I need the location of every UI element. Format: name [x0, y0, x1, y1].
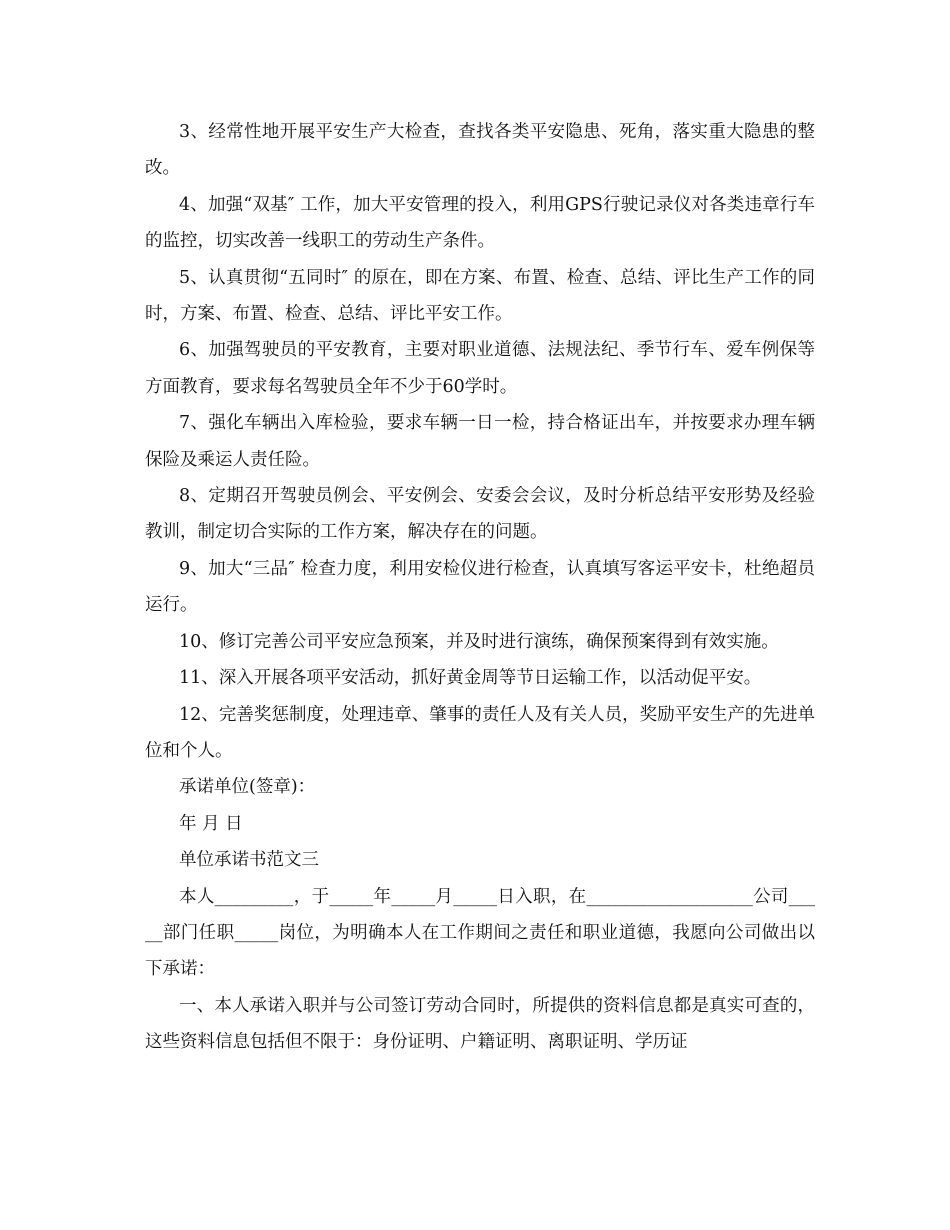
paragraph-item-6: 6、加强驾驶员的平安教育，主要对职业道德、法规法纪、季节行车、爱车例保等方面教育，要求每名驾驶员全年不少于60学时。 [145, 340, 815, 397]
pledge-item-1-paragraph: 一、本人承诺入职并与公司签订劳动合同时，所提供的资料信息都是真实可查的，这些资料信息包括但不限于：身份证明、户籍证明、离职证明、学历证 [145, 995, 815, 1053]
pledge-intro-paragraph: 本人_________，于_____年_____月_____日入职，在___________________公司_____部门任职_____岗位，为明确本人在工作期间之责任和职业道德，我愿向公司做出以下承诺： [145, 886, 815, 980]
document-body [145, 114, 815, 1061]
paragraph-item-4: 4、加强“双基″ 工作，加大平安管理的投入，利用GPS行驶记录仪对各类违章行车的监控，切实改善一线职工的劳动生产条件。 [145, 194, 815, 252]
paragraph-item-7: 7、强化车辆出入库检验，要求车辆一日一检，持合格证出车，并按要求办理车辆保险及乘运人责任险。 [145, 413, 815, 470]
date-line: 年 月 日 [179, 813, 243, 834]
paragraph-item-10: 10、修订完善公司平安应急预案，并及时进行演练，确保预案得到有效实施。 [179, 631, 779, 652]
paragraph-item-8: 8、定期召开驾驶员例会、平安例会、安委会会议，及时分析总结平安形势及经验教训，制定切合实际的工作方案，解决存在的问题。 [145, 486, 815, 543]
paragraph-item-3: 3、经常性地开展平安生产大检查，查找各类平安隐患、死角，落实重大隐患的整改。 [145, 122, 815, 179]
signature-unit-line: 承诺单位(签章)： [179, 777, 316, 798]
paragraph-item-9: 9、加大“三品″ 检查力度，利用安检仪进行检查，认真填写客运平安卡，杜绝超员运行。 [145, 558, 815, 616]
paragraph-item-12: 12、完善奖惩制度，处理违章、肇事的责任人及有关人员，奖励平安生产的先进单位和个人。 [145, 704, 815, 761]
paragraph-item-5: 5、认真贯彻“五同时″ 的原在，即在方案、布置、检查、总结、评比生产工作的同时，方案、布置、检查、总结、评比平安工作。 [145, 267, 815, 325]
paragraph-item-11: 11、深入开展各项平安活动，抓好黄金周等节日运输工作，以活动促平安。 [179, 668, 762, 689]
section-title: 单位承诺书范文三 [179, 850, 319, 871]
